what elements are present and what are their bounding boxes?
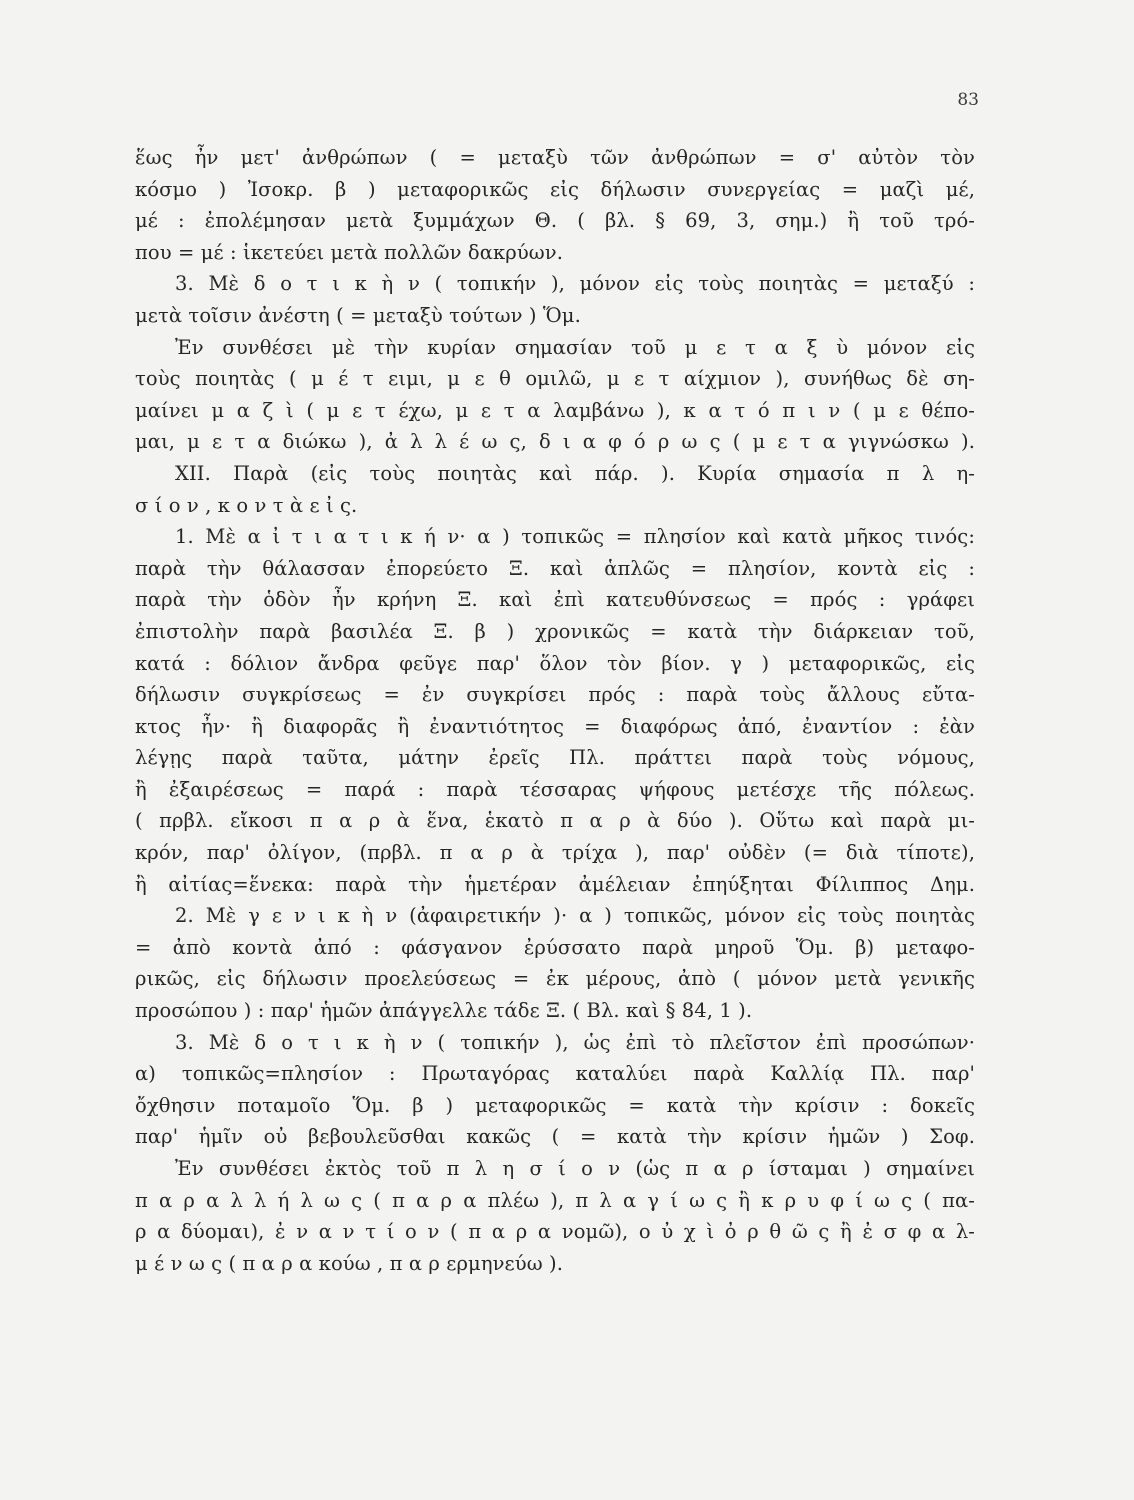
text-line: κατά : δόλιον ἄνδρα φεῦγε παρ' ὅλον τὸν βίον. γ ) μεταφορικῶς, εἰς: [135, 651, 975, 675]
text-line: μετὰ τοῖσιν ἀνέστη ( = μεταξὺ τούτων ) Ὅμ.: [135, 303, 581, 327]
text-line: ἐπιστολὴν παρὰ βασιλέα Ξ. β ) χρονικῶς = κατὰ τὴν διάρκειαν τοῦ,: [135, 619, 975, 643]
text-line: = ἀπὸ κοντὰ ἀπό : φάσγανον ἐρύσσατο παρὰ μηροῦ Ὅμ. β) μεταφο-: [135, 935, 975, 959]
text-line: 2. Μὲ γ ε ν ι κ ὴ ν (ἀφαιρετικήν )· α ) τοπικῶς, μόνον εἰς τοὺς ποιητὰς: [175, 904, 975, 928]
text-line: 3. Μὲ δ ο τ ι κ ὴ ν ( τοπικήν ), μόνον εἰς τοὺς ποιητὰς = μεταξύ :: [175, 272, 975, 296]
text-line: που = μέ : ἱκετεύει μετὰ πολλῶν δακρύων.: [135, 240, 564, 264]
text-line: παρὰ τὴν θάλασσαν ἐπορεύετο Ξ. καὶ ἁπλῶς = πλησίον, κοντὰ εἰς :: [135, 556, 975, 580]
text-line: μ έ ν ω ς ( π α ρ α κούω , π α ρ ερμηνεύω ).: [135, 1251, 564, 1275]
text-line: μαι, μ ε τ α διώκω ), ἀ λ λ έ ω ς, δ ι α φ ό ρ ω ς ( μ ε τ α γιγνώσκω ).: [135, 430, 975, 454]
text-line: μαίνει μ α ζ ὶ ( μ ε τ έχω, μ ε τ α λαμβάνω ), κ α τ ό π ι ν ( μ ε θέπο-: [135, 398, 975, 422]
text-line: παρ' ἡμῖν οὐ βεβουλεῦσθαι κακῶς ( = κατὰ τὴν κρίσιν ἡμῶν ) Σοφ.: [135, 1125, 975, 1149]
text-line: ὄχθησιν ποταμοῖο Ὅμ. β ) μεταφορικῶς = κατὰ τὴν κρίσιν : δοκεῖς: [135, 1093, 975, 1117]
text-line: Ἐν συνθέσει μὲ τὴν κυρίαν σημασίαν τοῦ μ ε τ α ξ ὺ μόνον εἰς: [175, 335, 975, 359]
text-line: ρ α δύομαι), ἐ ν α ν τ ί ο ν ( π α ρ α νομῶ), ο ὐ χ ὶ ὀ ρ θ ῶ ς ἢ ἐ σ φ α λ-: [135, 1220, 975, 1244]
text-line: ἕως ἦν μετ' ἀνθρώπων ( = μεταξὺ τῶν ἀνθρώπων = σ' αὐτὸν τὸν: [135, 146, 975, 169]
text-line: σ ί ο ν , κ ο ν τ ὰ ε ἰ ς.: [135, 493, 358, 517]
text-line: κτος ἦν· ἢ διαφορᾶς ἢ ἐναντιότητος = διαφόρως ἀπό, ἐναντίον : ἐὰν: [135, 714, 975, 738]
text-line: ( πρβλ. εἴκοσι π α ρ ὰ ἕνα, ἑκατὸ π α ρ ὰ δύο ). Οὕτω καὶ παρὰ μι-: [135, 809, 975, 833]
text-line: XII. Παρὰ (εἰς τοὺς ποιητὰς καὶ πάρ. ). Κυρία σημασία π λ η-: [175, 461, 975, 485]
text-line: Ἐν συνθέσει ἐκτὸς τοῦ π λ η σ ί ο ν (ὡς π α ρ ίσταμαι ) σημαίνει: [175, 1157, 975, 1180]
text-line: π α ρ α λ λ ή λ ω ς ( π α ρ α πλέω ), π λ α γ ί ω ς ἢ κ ρ υ φ ί ω ς ( πα-: [135, 1188, 975, 1212]
text-line: παρὰ τὴν ὁδὸν ἦν κρήνη Ξ. καὶ ἐπὶ κατευθύνσεως = πρός : γράφει: [135, 588, 975, 612]
document-body: [135, 142, 975, 1279]
text-line: λέγῃς παρὰ ταῦτα, μάτην ἐρεῖς Πλ. πράττει παρὰ τοὺς νόμους,: [135, 746, 975, 770]
text-line: 3. Μὲ δ ο τ ι κ ὴ ν ( τοπικήν ), ὡς ἐπὶ τὸ πλεῖστον ἐπὶ προσώπων·: [175, 1030, 975, 1054]
text-line: 1. Μὲ α ἰ τ ι α τ ι κ ή ν· α ) τοπικῶς = πλησίον καὶ κατὰ μῆκος τινός:: [175, 525, 975, 549]
text-line: ἢ ἐξαιρέσεως = παρά : παρὰ τέσσαρας ψήφους μετέσχε τῆς πόλεως.: [135, 777, 975, 801]
text-line: α) τοπικῶς=πλησίον : Πρωταγόρας καταλύει παρὰ Καλλίᾳ Πλ. παρ': [135, 1062, 975, 1086]
page-number: 83: [957, 90, 979, 110]
text-line: ρικῶς, εἰς δήλωσιν προελεύσεως = ἐκ μέρους, ἀπὸ ( μόνον μετὰ γενικῆς: [135, 967, 975, 991]
text-line: κρόν, παρ' ὀλίγον, (πρβλ. π α ρ ὰ τρίχα ), παρ' οὐδὲν (= διὰ τίποτε),: [135, 841, 975, 865]
text-line: προσώπου ) : παρ' ἡμῶν ἀπάγγελλε τάδε Ξ. ( Βλ. καὶ § 84, 1 ).: [135, 999, 753, 1023]
text-line: ἢ αἰτίας=ἕνεκα: παρὰ τὴν ἡμετέραν ἀμέλειαν ἐπηύξηται Φίλιππος Δημ.: [135, 872, 975, 896]
text-line: τοὺς ποιητὰς ( μ έ τ ειμι, μ ε θ ομιλῶ, μ ε τ αίχμιον ), συνήθως δὲ ση-: [135, 367, 975, 391]
text-line: μέ : ἐπολέμησαν μετὰ ξυμμάχων Θ. ( βλ. § 69, 3, σημ.) ἢ τοῦ τρό-: [135, 209, 975, 233]
text-line: δήλωσιν συγκρίσεως = ἐν συγκρίσει πρός : παρὰ τοὺς ἄλλους εὔτα-: [135, 683, 975, 707]
text-line: κόσμο ) Ἰσοκρ. β ) μεταφορικῶς εἰς δήλωσιν συνεργείας = μαζὶ μέ,: [135, 177, 975, 201]
